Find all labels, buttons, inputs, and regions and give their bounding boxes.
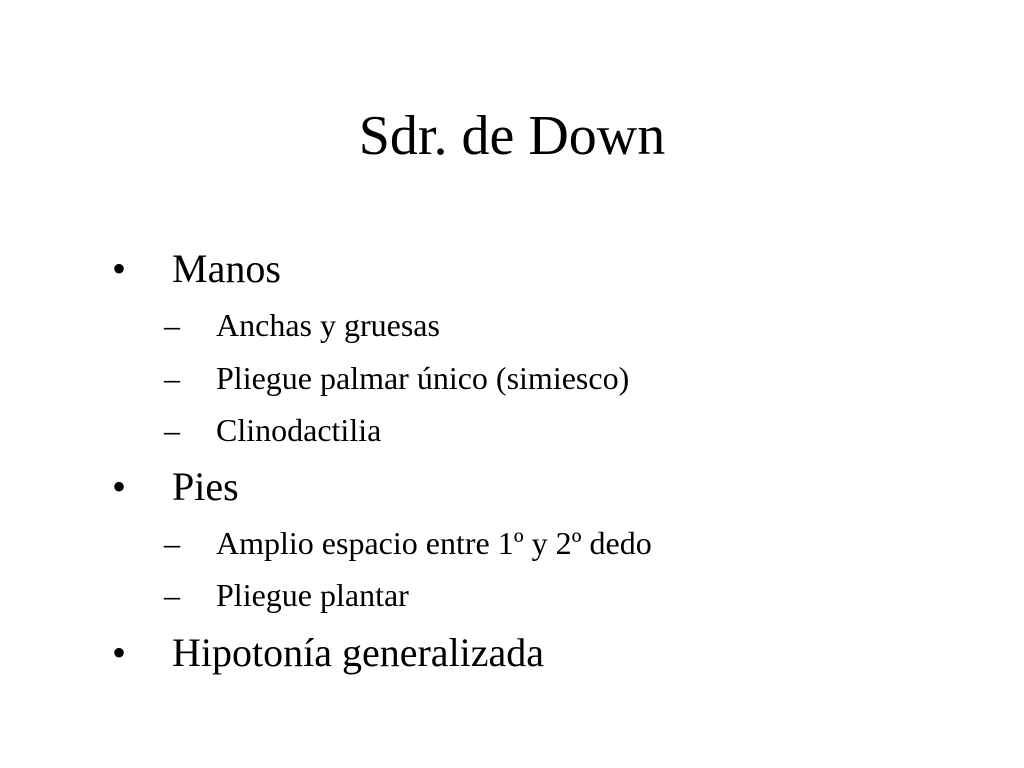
list-item-label: Hipotonía generalizada (172, 630, 545, 675)
dash-marker: – (164, 360, 180, 396)
sublist-item-pliegue-plantar (164, 575, 864, 615)
list-item-label: Pliegue palmar único (simiesco) (216, 360, 630, 396)
dash-marker: – (164, 307, 180, 343)
list-item-hipotonia (112, 629, 812, 677)
list-item-label: Manos (172, 246, 281, 291)
list-item-label: Pliegue plantar (216, 577, 409, 613)
sublist-item-anchas (164, 305, 864, 345)
bullet-marker: • (112, 630, 127, 675)
bullet-marker: • (112, 464, 127, 509)
bullet-marker: • (112, 246, 127, 291)
list-item-label: Anchas y gruesas (216, 307, 440, 343)
sublist-item-pliegue-palmar (164, 358, 864, 398)
sublist-item-amplio-espacio (164, 523, 864, 563)
dash-marker: – (164, 577, 180, 613)
slide-title: Sdr. de Down (358, 105, 666, 167)
list-item-label: Clinodactilia (216, 412, 382, 448)
list-item-manos (112, 245, 812, 293)
sublist-item-clinodactilia (164, 410, 864, 450)
dash-marker: – (164, 412, 180, 448)
list-item-label: Pies (172, 464, 239, 509)
list-item-label: Amplio espacio entre 1º y 2º dedo (216, 525, 652, 561)
list-item-pies (112, 463, 812, 511)
dash-marker: – (164, 525, 180, 561)
